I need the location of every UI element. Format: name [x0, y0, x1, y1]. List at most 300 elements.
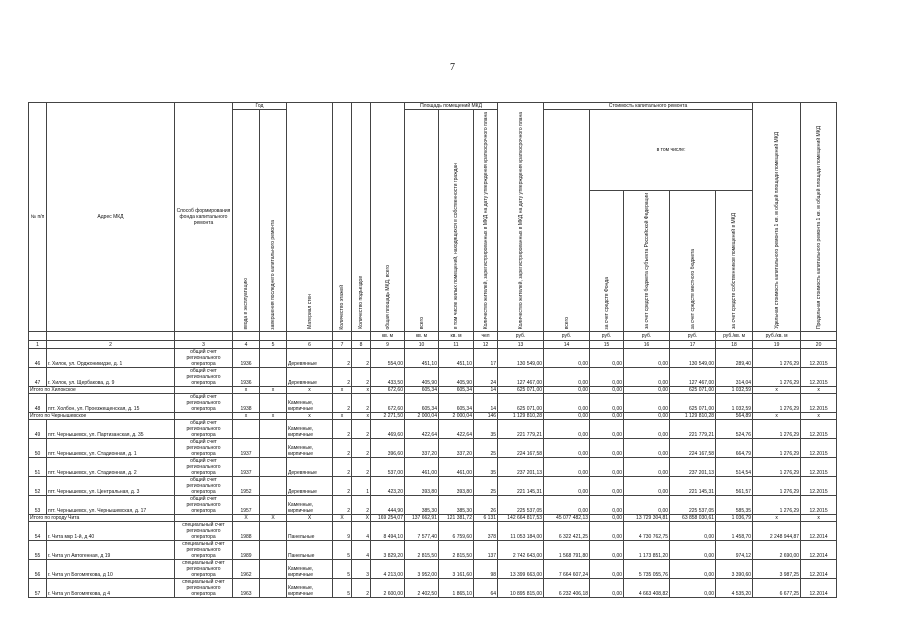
table-cell: 605,34	[439, 387, 474, 394]
table-cell: 1 032,59	[716, 394, 753, 413]
table-cell: Деревянные	[287, 458, 333, 477]
col-number: 11	[439, 341, 474, 349]
table-cell: специальный счет регионального оператора	[175, 541, 233, 560]
unit-cell: кв. м	[439, 332, 474, 341]
table-cell: x	[753, 515, 801, 522]
column-numbers-row	[29, 341, 837, 349]
table-cell: общий счет регионального оператора	[175, 439, 233, 458]
table-cell: 224 167,58	[498, 439, 544, 458]
table-cell: 52	[29, 477, 47, 496]
table-cell: 5	[333, 541, 352, 560]
table-cell: 0,00	[590, 522, 624, 541]
table-cell: 0,00	[590, 413, 624, 420]
table-cell: 130 549,00	[498, 349, 544, 368]
table-cell: 514,54	[716, 458, 753, 477]
table-cell: x	[753, 387, 801, 394]
table-cell: общий счет регионального оператора	[175, 477, 233, 496]
table-cell: 423,20	[371, 477, 405, 496]
header-unit-cost: Удельная стоимость капитального ремонта 1 кв. м общей площади помещений МКД	[753, 103, 801, 332]
table-cell: 0,00	[670, 522, 716, 541]
header-method: Способ формирования фонда капитального ремонта	[175, 103, 233, 332]
table-cell: 7 577,40	[405, 522, 439, 541]
table-row	[29, 496, 837, 515]
table-row	[29, 458, 837, 477]
table-cell: 3 161,60	[439, 560, 474, 579]
table-cell	[260, 477, 287, 496]
table-cell: 396,60	[371, 439, 405, 458]
table-cell: специальный счет регионального оператора	[175, 560, 233, 579]
col-number: 14	[544, 341, 590, 349]
table-cell: 14	[474, 387, 498, 394]
table-cell: 2	[333, 496, 352, 515]
table-cell: 1 276,29	[753, 439, 801, 458]
table-cell: 98	[474, 560, 498, 579]
table-cell: 385,30	[405, 496, 439, 515]
table-cell: 1 173 851,20	[624, 541, 670, 560]
table-cell: 0,00	[544, 420, 590, 439]
header-year-repair: завершения последнего капитального ремонта	[260, 110, 287, 332]
table-cell: 0,00	[670, 560, 716, 579]
table-cell: 0,00	[670, 541, 716, 560]
table-cell: 0,00	[590, 541, 624, 560]
table-cell: x	[352, 413, 371, 420]
table-cell: Панельные	[287, 522, 333, 541]
col-number: 20	[801, 341, 837, 349]
table-cell	[260, 496, 287, 515]
table-cell: Итого по Чернышевское	[29, 413, 175, 420]
table-cell: 337,20	[405, 439, 439, 458]
header-area-all: всего	[405, 110, 439, 332]
table-cell: 2	[352, 368, 371, 387]
table-cell: 0,00	[544, 387, 590, 394]
table-cell: 2	[352, 579, 371, 598]
table-cell: 12.2015	[801, 420, 837, 439]
table-cell: 12.2014	[801, 522, 837, 541]
table-cell: x	[233, 413, 260, 420]
table-cell: 2	[352, 439, 371, 458]
table-cell: 0,00	[590, 368, 624, 387]
table-cell: 225 537,05	[670, 496, 716, 515]
table-cell	[260, 394, 287, 413]
table-cell: 585,35	[716, 496, 753, 515]
table-cell: 45 077 482,13	[544, 515, 590, 522]
table-cell: Каменные, кирпичные	[287, 496, 333, 515]
table-cell: 0,00	[544, 439, 590, 458]
table-cell: 0,00	[624, 368, 670, 387]
table-cell	[175, 515, 233, 522]
table-cell: 6 677,25	[753, 579, 801, 598]
table-cell: X	[260, 515, 287, 522]
page-number: 7	[450, 62, 455, 73]
table-cell: 2	[333, 394, 352, 413]
table-cell	[260, 579, 287, 598]
header-cost-local: за счет средств местного бюджета	[670, 191, 716, 332]
table-cell: 2 815,50	[439, 541, 474, 560]
table-cell: 0,00	[544, 368, 590, 387]
table-cell: 35	[474, 458, 498, 477]
table-cell: 224 167,58	[670, 439, 716, 458]
header-residents: Количество жителей, зарегистрированных в МКД на дату утверждения краткосрочного плана	[498, 103, 544, 332]
table-cell	[260, 420, 287, 439]
table-cell: 5 735 055,76	[624, 560, 670, 579]
table-cell: 1 276,29	[753, 394, 801, 413]
table-cell: 625 071,00	[498, 394, 544, 413]
table-cell: 1 276,29	[753, 368, 801, 387]
table-row	[29, 420, 837, 439]
table-cell: 53	[29, 496, 47, 515]
table-cell: Каменные, кирпичные	[287, 579, 333, 598]
table-cell: 422,64	[439, 420, 474, 439]
table-cell: 12.2014	[801, 579, 837, 598]
table-cell: Деревянные	[287, 477, 333, 496]
table-cell: 605,34	[405, 387, 439, 394]
table-cell: 1 032,59	[716, 387, 753, 394]
table-cell: X	[333, 515, 352, 522]
table-cell: 121 381,72	[439, 515, 474, 522]
table-cell: 54	[29, 522, 47, 541]
table-cell: Деревянные	[287, 368, 333, 387]
table-cell: общий счет регионального оператора	[175, 420, 233, 439]
table-cell: пгт. Чернышевск, ул. Стадионная, д. 1	[47, 439, 175, 458]
table-cell: 6 232 406,18	[544, 579, 590, 598]
table-cell: 1 865,10	[439, 579, 474, 598]
table-cell: 137 662,91	[405, 515, 439, 522]
table-cell: 4	[352, 522, 371, 541]
table-cell: 225 537,05	[498, 496, 544, 515]
table-cell: 55	[29, 541, 47, 560]
header-area-group: Площадь помещений МКД	[405, 103, 498, 110]
table-cell: 405,90	[405, 368, 439, 387]
table-cell: 1937	[233, 458, 260, 477]
table-row	[29, 349, 837, 368]
table-cell: 4 730 762,75	[624, 522, 670, 541]
table-cell: 26	[474, 496, 498, 515]
table-cell: 8 494,10	[371, 522, 405, 541]
col-number: 17	[670, 341, 716, 349]
table-cell: 7 664 607,24	[544, 560, 590, 579]
table-cell: 221 779,21	[498, 420, 544, 439]
table-cell: 1989	[233, 541, 260, 560]
table-cell: 5	[333, 579, 352, 598]
table-cell: 0,00	[624, 413, 670, 420]
table-cell: г. Чита ул Богомягкова, д 10	[47, 560, 175, 579]
table-row	[29, 541, 837, 560]
table-cell: 3 829,20	[371, 541, 405, 560]
subtotal-row	[29, 387, 837, 394]
table-row	[29, 439, 837, 458]
header-year: Год	[233, 103, 287, 110]
header-cost-incl: в том числе:	[590, 110, 753, 191]
table-cell: 6 759,60	[439, 522, 474, 541]
unit-cell: руб.	[544, 332, 590, 341]
table-cell: 289,40	[716, 349, 753, 368]
table-cell: 25	[474, 477, 498, 496]
unit-cell: руб.	[624, 332, 670, 341]
table-cell: 25	[474, 439, 498, 458]
table-cell	[260, 349, 287, 368]
table-cell: 237 201,13	[670, 458, 716, 477]
col-number: 15	[590, 341, 624, 349]
table-cell: специальный счет регионального оператора	[175, 579, 233, 598]
subtotal-row	[29, 515, 837, 522]
table-cell: 1937	[233, 439, 260, 458]
table-cell: 2	[333, 477, 352, 496]
unit-cell: руб.	[498, 332, 544, 341]
table-cell: г. Чита ул Богомягкова, д 4	[47, 579, 175, 598]
table-cell: x	[333, 387, 352, 394]
table-cell: 2 000,04	[439, 413, 474, 420]
table-cell: 146	[474, 413, 498, 420]
header-cost-all: всего	[544, 110, 590, 332]
table-cell: 564,89	[716, 413, 753, 420]
table-cell: 461,00	[439, 458, 474, 477]
table-cell: Деревянные	[287, 349, 333, 368]
table-cell: 974,12	[716, 541, 753, 560]
table-cell: 0,00	[544, 394, 590, 413]
table-cell: 2	[352, 496, 371, 515]
table-cell: 0,00	[624, 394, 670, 413]
header-walls: Материал стен	[287, 103, 333, 332]
table-cell: 1962	[233, 560, 260, 579]
header-floors: Количество этажей	[333, 103, 352, 332]
table-cell: 561,57	[716, 477, 753, 496]
table-cell: 385,30	[439, 496, 474, 515]
table-cell: общий счет регионального оператора	[175, 349, 233, 368]
table-cell: Каменные, кирпичные	[287, 560, 333, 579]
table-cell	[260, 541, 287, 560]
table-cell: 2	[333, 439, 352, 458]
table-cell: 12.2014	[801, 541, 837, 560]
table-cell: 12.2015	[801, 439, 837, 458]
table-cell: 444,90	[371, 496, 405, 515]
table-cell: 1 276,29	[753, 420, 801, 439]
table-cell	[175, 413, 233, 420]
table-cell: x	[801, 413, 837, 420]
table-cell: 393,80	[405, 477, 439, 496]
table-cell: 554,00	[371, 349, 405, 368]
table-cell: 0,00	[544, 477, 590, 496]
table-row	[29, 522, 837, 541]
table-cell: 625 071,00	[670, 387, 716, 394]
header-entrances: Количество подъездов	[352, 103, 371, 332]
table-cell: 0,00	[590, 515, 624, 522]
table-cell: 3 390,60	[716, 560, 753, 579]
table-cell: 393,80	[439, 477, 474, 496]
table-cell: пгт. Чернышевск, ул. Стадионная, д. 2	[47, 458, 175, 477]
table-cell: 625 071,00	[670, 394, 716, 413]
table-cell	[260, 458, 287, 477]
table-cell: пгт. Чернышевск, ул. Центральная, д. 3	[47, 477, 175, 496]
table-cell: 2 402,50	[405, 579, 439, 598]
header-address: Адрес МКД	[47, 103, 175, 332]
col-number: 10	[405, 341, 439, 349]
table-cell: 0,00	[624, 439, 670, 458]
table-cell: 51	[29, 458, 47, 477]
col-number: 12	[474, 341, 498, 349]
table-cell: 0,00	[544, 458, 590, 477]
table-cell: 1936	[233, 368, 260, 387]
table-row	[29, 368, 837, 387]
table-cell: 1957	[233, 496, 260, 515]
table-cell: 2	[333, 420, 352, 439]
table-cell: 2	[352, 394, 371, 413]
table-cell: x	[233, 387, 260, 394]
table-cell: 12.2015	[801, 477, 837, 496]
table-cell: 337,20	[439, 439, 474, 458]
table-cell: 127 467,00	[498, 368, 544, 387]
table-cell: 56	[29, 560, 47, 579]
table-cell: 433,50	[371, 368, 405, 387]
header-cost-fund: за счет средств Фонда	[590, 191, 624, 332]
table-cell: Итого по городу Чита	[29, 515, 175, 522]
table-body	[29, 349, 837, 598]
table-cell: 1 276,29	[753, 496, 801, 515]
table-cell: 137	[474, 541, 498, 560]
table-cell: 12.2015	[801, 394, 837, 413]
table-cell: 1938	[233, 394, 260, 413]
header-total-area: общая площадь МКД, всего	[371, 103, 405, 332]
unit-cell: руб./кв. м	[716, 332, 753, 341]
unit-cell: чел	[474, 332, 498, 341]
table-cell: 2	[333, 368, 352, 387]
header-area-residents: Количество жителей, зарегистрированных в МКД на дату утверждения краткосрочного плана	[474, 110, 498, 332]
header-cost-group: Стоимость капитального ремонта	[544, 103, 753, 110]
col-number: 6	[287, 341, 333, 349]
table-cell: 0,00	[624, 420, 670, 439]
table-cell: 1 276,29	[753, 477, 801, 496]
table-cell: 1952	[233, 477, 260, 496]
table-cell: общий счет регионального оператора	[175, 368, 233, 387]
table-cell: пгт. Холбон, ул. Проезжещенская, д. 15	[47, 394, 175, 413]
header-cost-owners: за счет средств собственников помещений в МКД	[716, 191, 753, 332]
col-number: 19	[753, 341, 801, 349]
table-cell: 461,00	[405, 458, 439, 477]
table-cell: 2 000,04	[405, 413, 439, 420]
table-cell: г. Чита ул Автогенная, д 19	[47, 541, 175, 560]
table-cell: 0,00	[624, 458, 670, 477]
table-cell: 2 271,50	[371, 413, 405, 420]
table-cell: 0,00	[544, 349, 590, 368]
table-cell: x	[333, 413, 352, 420]
table-cell: 0,00	[590, 394, 624, 413]
table-cell: 49	[29, 420, 47, 439]
table-cell: 0,00	[590, 579, 624, 598]
table-cell: 9	[333, 522, 352, 541]
table-cell: 12.2015	[801, 458, 837, 477]
table-cell: x	[801, 515, 837, 522]
table-cell: 12.2015	[801, 368, 837, 387]
table-cell: 142 664 817,53	[498, 515, 544, 522]
col-number: 13	[498, 341, 544, 349]
table-cell	[233, 420, 260, 439]
unit-cell: кв. м	[371, 332, 405, 341]
table-cell: 12.2015	[801, 496, 837, 515]
table-cell: 1988	[233, 522, 260, 541]
table-cell: 50	[29, 439, 47, 458]
col-number: 16	[624, 341, 670, 349]
table-cell: 378	[474, 522, 498, 541]
table-cell: 2	[352, 420, 371, 439]
table-cell: 35	[474, 420, 498, 439]
table-row	[29, 477, 837, 496]
subtotal-row	[29, 413, 837, 420]
table-cell: 0,00	[670, 579, 716, 598]
table-cell: Каменные, кирпичные	[287, 394, 333, 413]
table-cell: 57	[29, 579, 47, 598]
table-cell: 130 549,00	[670, 349, 716, 368]
table-cell: x	[287, 387, 333, 394]
table-cell	[260, 439, 287, 458]
header-max-cost: Предельная стоимость капитального ремонта 1 кв. м общей площади помещений МКД	[801, 103, 837, 332]
table-cell: 3 987,25	[753, 560, 801, 579]
table-cell: 537,00	[371, 458, 405, 477]
table-cell: 0,00	[544, 413, 590, 420]
table-cell: 625 071,00	[498, 387, 544, 394]
table-cell: 221 779,21	[670, 420, 716, 439]
table-cell: 3 952,00	[405, 560, 439, 579]
table-cell: 2 248 944,87	[753, 522, 801, 541]
table-cell: 672,60	[371, 387, 405, 394]
table-cell: 1 129 810,28	[670, 413, 716, 420]
table-cell: 13 729 304,81	[624, 515, 670, 522]
table-cell: 6 322 421,25	[544, 522, 590, 541]
table-cell: 1	[352, 477, 371, 496]
table-cell: общий счет регионального оператора	[175, 394, 233, 413]
table-cell: 1963	[233, 579, 260, 598]
table-cell: 2	[352, 349, 371, 368]
table-cell: г. Хилок, ул. Орджоникидзе, д. 1	[47, 349, 175, 368]
table-cell: 605,34	[405, 394, 439, 413]
col-number: 1	[29, 341, 47, 349]
table-cell: 3	[352, 560, 371, 579]
table-cell: общий счет регионального оператора	[175, 458, 233, 477]
header-year-commission: ввода в эксплуатацию	[233, 110, 260, 332]
table-cell: 672,60	[371, 394, 405, 413]
table-cell	[260, 522, 287, 541]
table-cell: x	[260, 387, 287, 394]
table-cell: 664,79	[716, 439, 753, 458]
table-cell: 0,00	[590, 496, 624, 515]
header-area-residential: в том числе жилых помещений, находящихся в собственности граждан	[439, 110, 474, 332]
table-cell: 422,64	[405, 420, 439, 439]
table-cell: 24	[474, 368, 498, 387]
table-cell: 0,00	[624, 477, 670, 496]
table-cell: 1 036,79	[716, 515, 753, 522]
table-cell: X	[233, 515, 260, 522]
unit-cell: руб./кв. м	[753, 332, 801, 341]
col-number: 4	[233, 341, 260, 349]
unit-cell: кв. м	[405, 332, 439, 341]
table-cell: 0,00	[624, 387, 670, 394]
header-num: № п/п	[29, 103, 47, 332]
unit-cell: руб.	[670, 332, 716, 341]
table-cell: 0,00	[590, 439, 624, 458]
table-cell: X	[287, 515, 333, 522]
table-cell: пгт. Чернышевск, ул. Партизанская, д. 35	[47, 420, 175, 439]
table-cell: 0,00	[590, 477, 624, 496]
table-cell: 14	[474, 394, 498, 413]
table-cell: 10 895 815,00	[498, 579, 544, 598]
table-cell: Итого по Хилокское	[29, 387, 175, 394]
table-row	[29, 579, 837, 598]
col-number: 9	[371, 341, 405, 349]
table-cell: Каменные, кирпичные	[287, 420, 333, 439]
table-cell	[175, 387, 233, 394]
table-row	[29, 560, 837, 579]
table-cell: 405,90	[439, 368, 474, 387]
table-cell: 2	[333, 458, 352, 477]
col-number: 2	[47, 341, 175, 349]
